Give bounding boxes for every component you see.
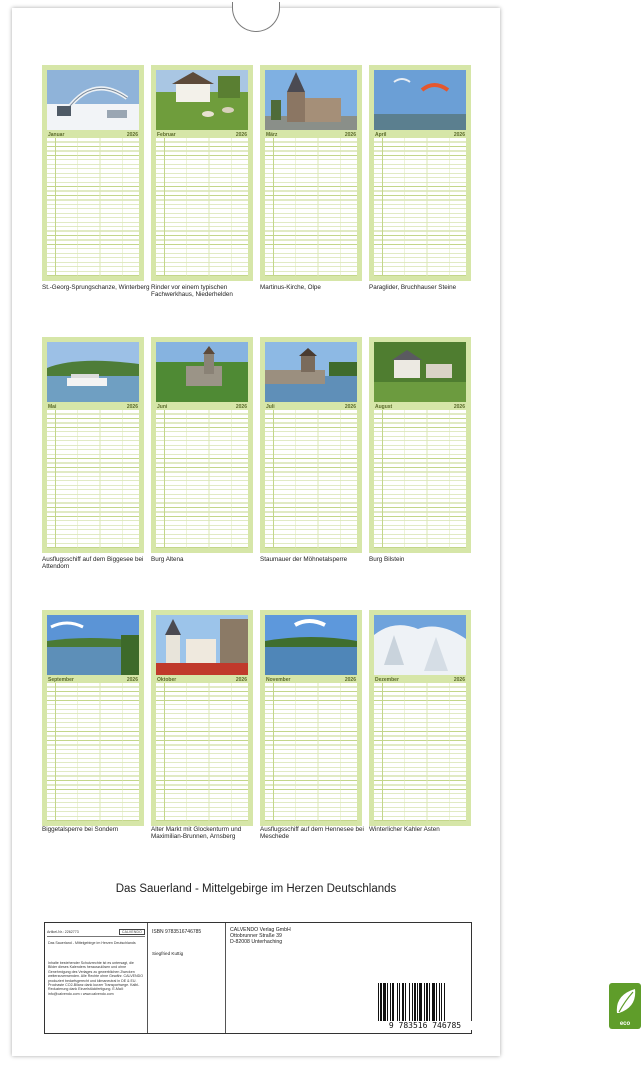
month-name: September xyxy=(48,676,74,683)
month-year: 2026 xyxy=(344,676,356,683)
month-panel-september xyxy=(42,610,144,826)
month-caption: Winterlicher Kahler Asten xyxy=(369,826,440,833)
publisher-address xyxy=(230,927,291,946)
author: Siegfried Kuttig xyxy=(152,951,184,956)
month-photo xyxy=(265,615,357,675)
month-caption: Burg Bilstein xyxy=(369,556,405,563)
month-panel-november xyxy=(260,610,362,826)
barcode-bar xyxy=(424,983,425,1023)
barcode-bar xyxy=(414,983,416,1023)
month-caption: Alter Markt mit Glockenturm und Maximilian-Brunnen, Arnsberg xyxy=(151,826,242,841)
month-header xyxy=(374,403,466,410)
leaf-icon xyxy=(609,983,641,1019)
month-panel-january xyxy=(42,65,144,281)
month-caption: Biggetalsperre bei Sondern xyxy=(42,826,119,833)
month-header xyxy=(265,131,357,138)
barcode-bar xyxy=(439,983,440,1023)
month-photo xyxy=(47,342,139,402)
month-caption: St.-Georg-Sprungschanze, Winterberg xyxy=(42,284,150,291)
day-grid xyxy=(47,410,139,548)
barcode-bar xyxy=(441,983,442,1023)
barcode-bar xyxy=(392,983,394,1023)
calvendo-logo: CALVENDO xyxy=(119,929,145,935)
month-name: August xyxy=(375,403,393,410)
barcode-bar xyxy=(402,983,404,1023)
barcode-bar xyxy=(426,983,428,1023)
month-year: 2026 xyxy=(126,131,138,138)
month-name: April xyxy=(375,131,387,138)
month-photo xyxy=(47,615,139,675)
calendar-title: Das Sauerland - Mittelgebirge im Herzen Deutschlands xyxy=(115,883,397,895)
day-grid xyxy=(47,138,139,276)
month-caption: Burg Altena xyxy=(151,556,184,563)
footer-column-product xyxy=(45,923,147,1033)
eco-label: eco xyxy=(619,1021,631,1027)
month-header xyxy=(156,131,248,138)
month-year: 2026 xyxy=(453,131,465,138)
barcode-bar xyxy=(412,983,413,1023)
legal-notice: Inhalte bestehender Schutzrechte ist es untersagt, die Bilder dieses Kalenders herauszulösen und ohne Genehmigung des Verlages zu gewerblichen Zwecken weiterzuverwenden. Alle Rechte ohne Gewähr. CALVENDO produziert bedarfsgerecht und klimaneutral in DE & EU. Prochaste CO2-Bilanz dank kurzer Transportwege. Kalbl-Reduzierung dank Einzelstückfertigung. E-Mail: info@calvendo.com • www.calvendo.com xyxy=(48,961,144,996)
month-caption: Staumauer der Möhnetalsperre xyxy=(260,556,348,563)
month-year: 2026 xyxy=(453,403,465,410)
month-year: 2026 xyxy=(126,676,138,683)
day-grid xyxy=(156,138,248,276)
day-grid xyxy=(374,410,466,548)
product-title: Das Sauerland - Mittelgebirge im Herzen Deutschlands xyxy=(48,941,136,945)
month-photo xyxy=(374,342,466,402)
month-year: 2026 xyxy=(344,403,356,410)
barcode-bar xyxy=(444,983,445,1023)
barcode-bar xyxy=(387,983,388,1023)
barcode-bar xyxy=(429,983,430,1023)
month-year: 2026 xyxy=(453,676,465,683)
month-header xyxy=(374,676,466,683)
month-header xyxy=(156,676,248,683)
month-header xyxy=(47,403,139,410)
month-caption: Ausflugsschiff auf dem Biggesee bei Attendorn xyxy=(42,556,144,571)
month-name: Juli xyxy=(266,403,275,410)
month-photo xyxy=(374,70,466,130)
month-name: November xyxy=(266,676,291,683)
month-panel-june xyxy=(151,337,253,553)
month-photo xyxy=(156,615,248,675)
month-photo xyxy=(265,70,357,130)
month-panel-february xyxy=(151,65,253,281)
month-panel-december xyxy=(369,610,471,826)
footer-column-publisher xyxy=(225,923,631,1033)
barcode-bar xyxy=(390,983,391,1023)
month-panel-april xyxy=(369,65,471,281)
month-photo xyxy=(47,70,139,130)
barcode-bar xyxy=(383,983,386,1023)
day-grid xyxy=(265,138,357,276)
month-header xyxy=(47,131,139,138)
day-grid xyxy=(47,683,139,821)
month-name: Oktober xyxy=(157,676,177,683)
month-year: 2026 xyxy=(126,403,138,410)
day-grid xyxy=(265,683,357,821)
barcode-bar xyxy=(436,983,437,1023)
month-year: 2026 xyxy=(344,131,356,138)
day-grid xyxy=(374,683,466,821)
day-grid xyxy=(156,410,248,548)
day-grid xyxy=(265,410,357,548)
month-caption: Ausflugsschiff auf dem Hennesee bei Meschede xyxy=(260,826,364,841)
publisher-line: D-82008 Unterhaching xyxy=(230,939,283,946)
article-row xyxy=(47,927,145,937)
isbn: ISBN 9783516746785 xyxy=(152,929,202,935)
month-year: 2026 xyxy=(235,131,247,138)
month-name: Juni xyxy=(157,403,168,410)
article-number: Artikel-Nr.: 2262773 xyxy=(47,929,79,934)
month-header xyxy=(374,131,466,138)
month-name: Januar xyxy=(48,131,65,138)
barcode-bar xyxy=(397,983,398,1023)
month-panel-may xyxy=(42,337,144,553)
barcode-bar xyxy=(405,983,406,1023)
barcode-digits: 9 783516 746785 xyxy=(372,1021,478,1030)
month-name: Februar xyxy=(157,131,176,138)
month-panel-july xyxy=(260,337,362,553)
month-name: Mai xyxy=(48,403,57,410)
footer-info-box xyxy=(44,922,631,1034)
month-photo xyxy=(374,615,466,675)
eco-badge xyxy=(609,983,641,1029)
month-panel-august xyxy=(369,337,471,553)
day-grid xyxy=(374,138,466,276)
month-caption: Paraglider, Bruchhauser Steine xyxy=(369,284,457,291)
month-header xyxy=(47,676,139,683)
barcode-bar xyxy=(409,983,410,1023)
month-header xyxy=(265,403,357,410)
month-header xyxy=(265,676,357,683)
month-caption: Martinus-Kirche, Olpe xyxy=(260,284,321,291)
month-name: März xyxy=(266,131,278,138)
month-panel-march xyxy=(260,65,362,281)
month-photo xyxy=(156,70,248,130)
month-photo xyxy=(265,342,357,402)
month-year: 2026 xyxy=(235,676,247,683)
month-panel-october xyxy=(151,610,253,826)
barcode-bar xyxy=(380,983,382,1023)
day-grid xyxy=(156,683,248,821)
footer-column-isbn xyxy=(147,923,225,1033)
barcode-bar xyxy=(399,983,400,1023)
publisher-line: CALVENDO Verlag GmbH xyxy=(230,927,291,933)
barcode-bar xyxy=(432,983,435,1023)
month-caption: Rinder vor einem typischen Fachwerkhaus, Niederhelden xyxy=(151,284,233,299)
publisher-line: Ottobrunner Straße 39 xyxy=(230,933,282,940)
month-year: 2026 xyxy=(235,403,247,410)
month-photo xyxy=(156,342,248,402)
month-name: Dezember xyxy=(375,676,399,683)
barcode-bar xyxy=(419,983,422,1023)
barcode-bar xyxy=(378,983,379,1023)
month-header xyxy=(156,403,248,410)
barcode-bar xyxy=(417,983,418,1023)
